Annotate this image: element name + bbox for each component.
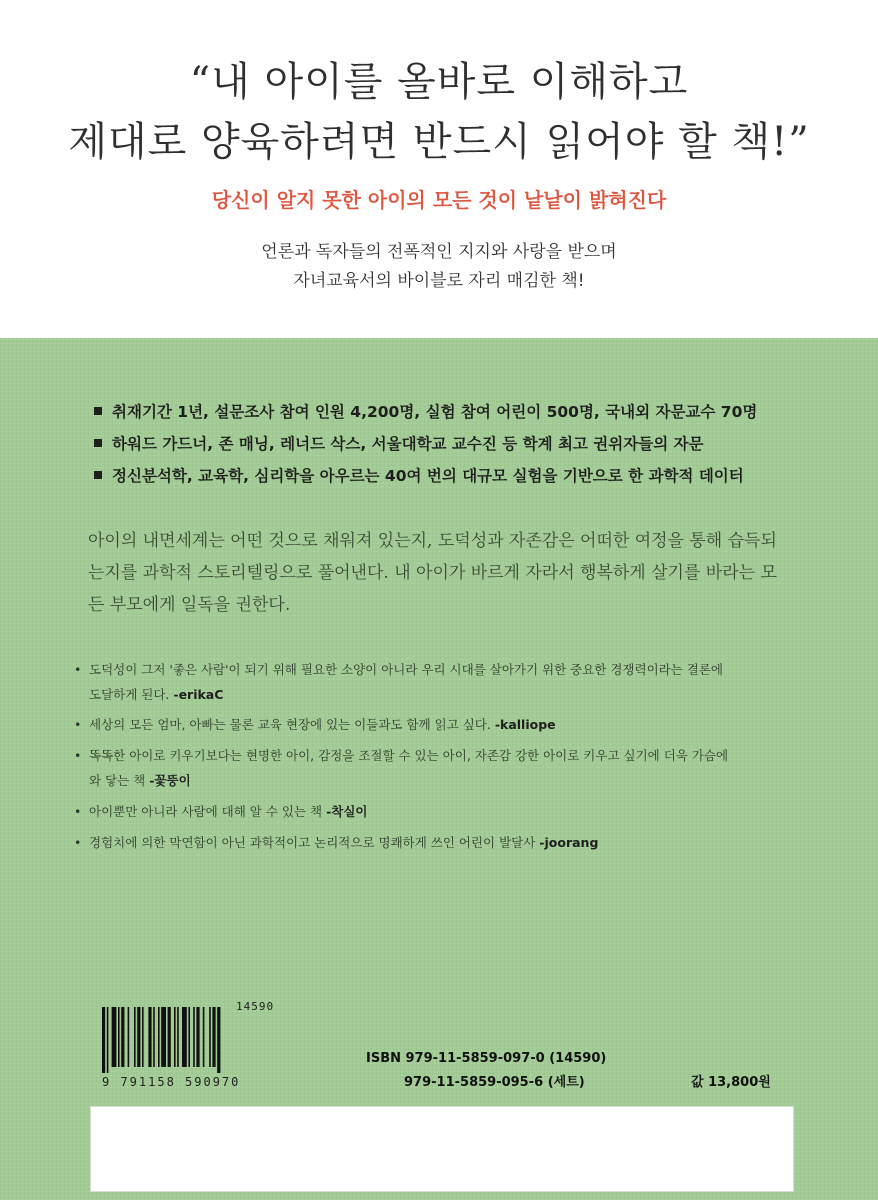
subtitle: 당신이 알지 못한 아이의 모든 것이 낱낱이 밝혀진다 bbox=[211, 188, 667, 212]
barcode-number: 9 791158 590970 bbox=[102, 1075, 241, 1089]
price-label: 값 13,800원 bbox=[691, 1075, 771, 1090]
review-text: 세상의 모든 엄마, 아빠는 물론 교육 현장에 있는 이들과도 함께 읽고 싶다. bbox=[89, 717, 495, 732]
body-paragraph-line3: 든 부모에게 일독을 권한다. bbox=[88, 595, 291, 615]
cover-top-section bbox=[0, 0, 878, 338]
square-bullet-icon bbox=[94, 439, 102, 447]
square-bullet-icon bbox=[94, 471, 102, 479]
barcode-icon bbox=[100, 1007, 272, 1073]
description-line1: 언론과 독자들의 전폭적인 지지와 사랑을 받으며 bbox=[261, 242, 617, 262]
barcode-addon-number: 14590 bbox=[236, 1000, 275, 1013]
review-item bbox=[74, 746, 728, 764]
review-text: 경험치에 의한 막연함이 아닌 과학적이고 논리적으로 명쾌하게 쓰인 어린이 발달사 bbox=[89, 835, 540, 850]
headline-quote-line2: 제대로 양육하려면 반드시 읽어야 할 책!” bbox=[68, 119, 810, 165]
feature-item bbox=[94, 400, 757, 422]
feature-item bbox=[94, 464, 744, 486]
bullet-icon: • bbox=[74, 717, 82, 732]
review-item bbox=[74, 715, 556, 733]
headline-quote-line1: “내 아이를 올바로 이해하고 bbox=[189, 59, 689, 105]
review-text: 도덕성이 그저 '좋은 사람'이 되기 위해 필요한 소양이 아니라 우리 시대를 살아가기 위한 중요한 경쟁력이라는 결론에 bbox=[89, 662, 724, 677]
review-item-continued bbox=[89, 685, 223, 703]
review-author: -joorang bbox=[539, 835, 599, 850]
body-paragraph-line2: 는지를 과학적 스토리텔링으로 풀어낸다. 내 아이가 바르게 자라서 행복하게 살기를 바라는 모 bbox=[88, 563, 777, 583]
review-text: 와 닿는 책 bbox=[89, 773, 150, 788]
bullet-icon: • bbox=[74, 748, 82, 763]
review-item-continued bbox=[89, 771, 191, 789]
bullet-icon: • bbox=[74, 804, 82, 819]
review-author: -꽃뚱이 bbox=[149, 773, 191, 788]
body-paragraph-line1: 아이의 내면세계는 어떤 것으로 채워져 있는지, 도덕성과 자존감은 어떠한 여정을 통해 습득되 bbox=[88, 531, 777, 551]
review-text: 아이뿐만 아니라 사람에 대해 알 수 있는 책 bbox=[89, 804, 327, 819]
review-item bbox=[74, 660, 723, 678]
feature-text: 취재기간 1년, 설문조사 참여 인원 4,200명, 실험 참여 어린이 500명, 국내외 자문교수 70명 bbox=[112, 403, 758, 421]
review-author: -erikaC bbox=[173, 687, 224, 702]
review-item bbox=[74, 802, 368, 820]
review-text: 똑똑한 아이로 키우기보다는 현명한 아이, 감정을 조절할 수 있는 아이, 자존감 강한 아이로 키우고 싶기에 더욱 가슴에 bbox=[89, 748, 729, 763]
description-line2: 자녀교육서의 바이블로 자리 매김한 책! bbox=[293, 271, 585, 291]
square-bullet-icon bbox=[94, 407, 102, 415]
feature-text: 정신분석학, 교육학, 심리학을 아우르는 40여 번의 대규모 실험을 기반으로 한 과학적 데이터 bbox=[112, 467, 744, 485]
feature-text: 하워드 가드너, 존 매닝, 레너드 삭스, 서울대학교 교수진 등 학계 최고 권위자들의 자문 bbox=[112, 435, 704, 453]
review-author: -kalliope bbox=[494, 717, 556, 732]
isbn-info-box bbox=[90, 1106, 794, 1192]
bullet-icon: • bbox=[74, 662, 82, 677]
review-author: -착실이 bbox=[326, 804, 368, 819]
bullet-icon: • bbox=[74, 835, 82, 850]
feature-item bbox=[94, 432, 704, 454]
review-item bbox=[74, 833, 598, 851]
review-text: 도달하게 된다. bbox=[89, 687, 174, 702]
isbn-line2: 979-11-5859-095-6 (세트) bbox=[404, 1075, 585, 1090]
isbn-line1: ISBN 979-11-5859-097-0 (14590) bbox=[366, 1051, 607, 1066]
